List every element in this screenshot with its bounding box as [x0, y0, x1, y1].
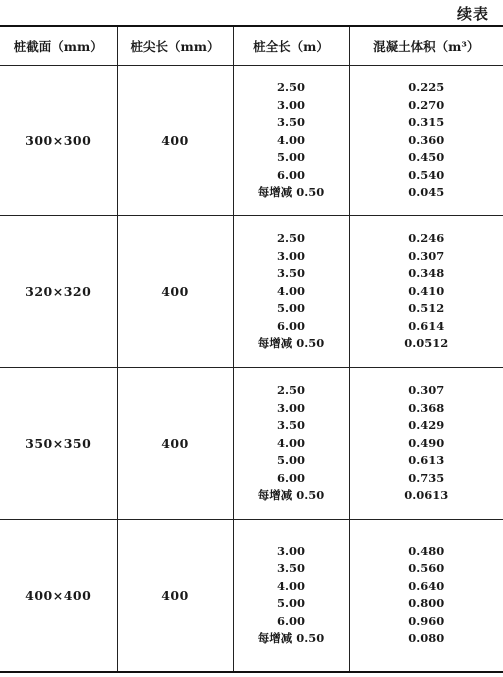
table-row: [0, 368, 503, 520]
section-cell: 400×400: [0, 520, 117, 672]
header-total-length: 桩全长（m）: [233, 26, 349, 66]
tip-length-cell: 400: [117, 520, 233, 672]
table-row: [0, 66, 503, 216]
total-length-list: 2.50 3.00 3.50 4.00 5.00 6.00 每增减 0.50: [233, 368, 349, 520]
volume-list: 0.307 0.368 0.429 0.490 0.613 0.735 0.0613: [349, 368, 503, 520]
total-length-list: 3.00 3.50 4.00 5.00 6.00 每增减 0.50: [233, 520, 349, 672]
volume-list: 0.246 0.307 0.348 0.410 0.512 0.614 0.0512: [349, 216, 503, 368]
table-row: [0, 520, 503, 672]
header-concrete-volume: 混凝土体积（m³）: [349, 26, 503, 66]
total-length-list: 2.50 3.00 3.50 4.00 5.00 6.00 每增减 0.50: [233, 216, 349, 368]
header-tip-length: 桩尖长（mm）: [117, 26, 233, 66]
volume-list: 0.480 0.560 0.640 0.800 0.960 0.080: [349, 520, 503, 672]
tip-length-cell: 400: [117, 216, 233, 368]
section-cell: 300×300: [0, 66, 117, 216]
tip-length-cell: 400: [117, 368, 233, 520]
total-length-list: 2.50 3.00 3.50 4.00 5.00 6.00 每增减 0.50: [233, 66, 349, 216]
volume-list: 0.225 0.270 0.315 0.360 0.450 0.540 0.045: [349, 66, 503, 216]
header-section: 桩截面（mm）: [0, 26, 117, 66]
continued-label: 续表: [456, 5, 489, 23]
header-row: [0, 26, 503, 66]
section-cell: 320×320: [0, 216, 117, 368]
table-row: [0, 216, 503, 368]
pile-volume-table: [0, 25, 503, 673]
section-cell: 350×350: [0, 368, 117, 520]
tip-length-cell: 400: [117, 66, 233, 216]
